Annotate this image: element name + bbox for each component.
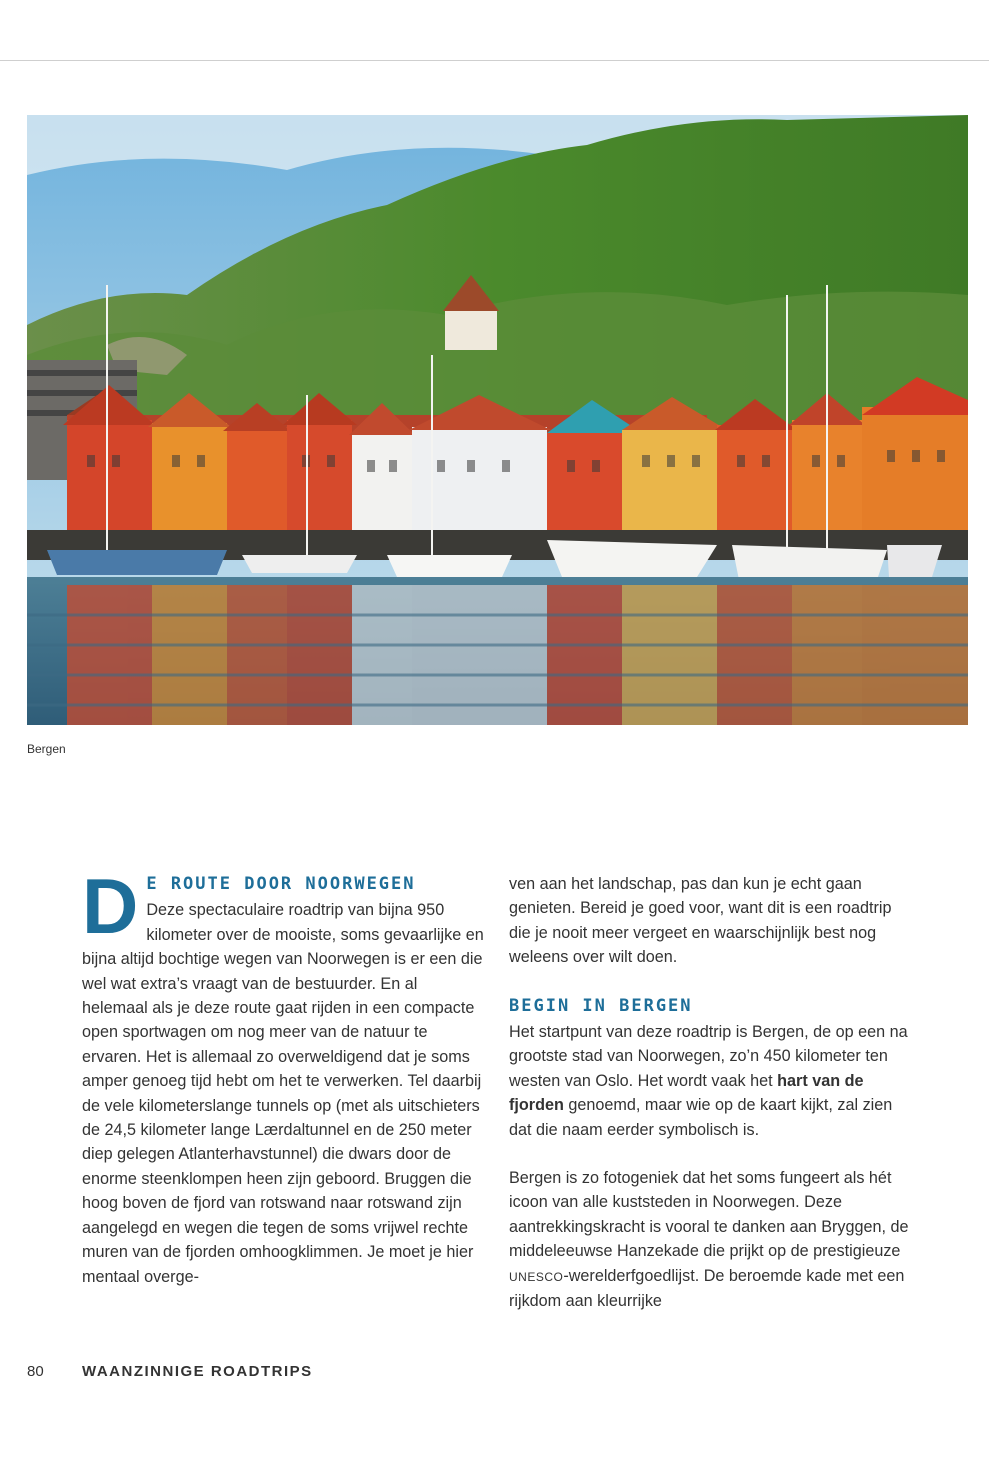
unesco-smallcaps: UNESCO	[509, 1269, 564, 1284]
body-text-right-1: ven aan het landschap, pas dan kun je echt gaan genieten. Bereid je goed voor, want dit is een roadtrip die je nooit meer vergeet en waarschijnlijk best nog weleens over wilt doen.	[509, 875, 892, 967]
page-number: 80	[27, 1363, 44, 1380]
body-text-right-2: Het startpunt van deze roadtrip is Bergen, de op een na grootste stad van Noorwegen, zo’n 450 kilometer ten westen van Oslo. Het wordt vaak het hart van de fjorden genoemd, maar wie op de kaart kijkt, zal zien dat die naam eerder symbolisch is.	[509, 1023, 908, 1139]
body-text-right-3: Bergen is zo fotogeniek dat het soms fungeert als hét icoon van alle kuststeden in Noorwegen. Deze aantrekkingskracht is vooral te danken aan Bryggen, de middeleeuwse Hanzekade die prijkt op de prestigieuze UNESCO-werelderfgoedlijst. De beroemde kade met een rijkdom aan kleurrijke	[509, 1169, 909, 1311]
bergen-photo-illustration	[27, 115, 968, 725]
drop-cap: D	[82, 862, 139, 950]
bergen-photo	[27, 115, 968, 725]
book-title: WAANZINNIGE ROADTRIPS	[82, 1363, 313, 1380]
article-column-right	[509, 872, 914, 1314]
article-column-left	[82, 862, 487, 1289]
section-heading-route: E ROUTE DOOR NOORWEGEN	[146, 874, 416, 894]
photo-caption: Bergen	[27, 742, 66, 756]
section-heading-bergen: BEGIN IN BERGEN	[509, 995, 693, 1016]
highlight-hart-van-de-fjorden: hart van de fjorden	[509, 1071, 864, 1115]
body-text-left: Deze spectaculaire roadtrip van bijna 950 kilometer over de mooiste, soms gevaarlijke en bijna altijd bochtige wegen van Noorwegen is er een die wel wat extra’s vraagt van de bestuurder. En al helemaal als je deze route gaat rijden in een compacte open sportwagen om nog meer van de natuur te ervaren. Het is allemaal zo overweldigend dat je soms amper genoeg tijd hebt om het te verwerken. Tel daarbij de vele kilometerslange tunnels op (met als uitschieters de 24,5 kilometer lange Lærdaltunnel en de 250 meter diep gelegen Atlanterhavstunnel) die dwars door de enorme steenklompen heen zijn geboord. Bruggen die hoog boven de fjord van rotswand naar rotswand zijn aangelegd en wegen die tegen de soms vrijwel rechte muren van de fjorden omhoogklimmen. Je moet je hier mentaal overge-	[82, 901, 484, 1286]
top-rule	[0, 60, 989, 61]
